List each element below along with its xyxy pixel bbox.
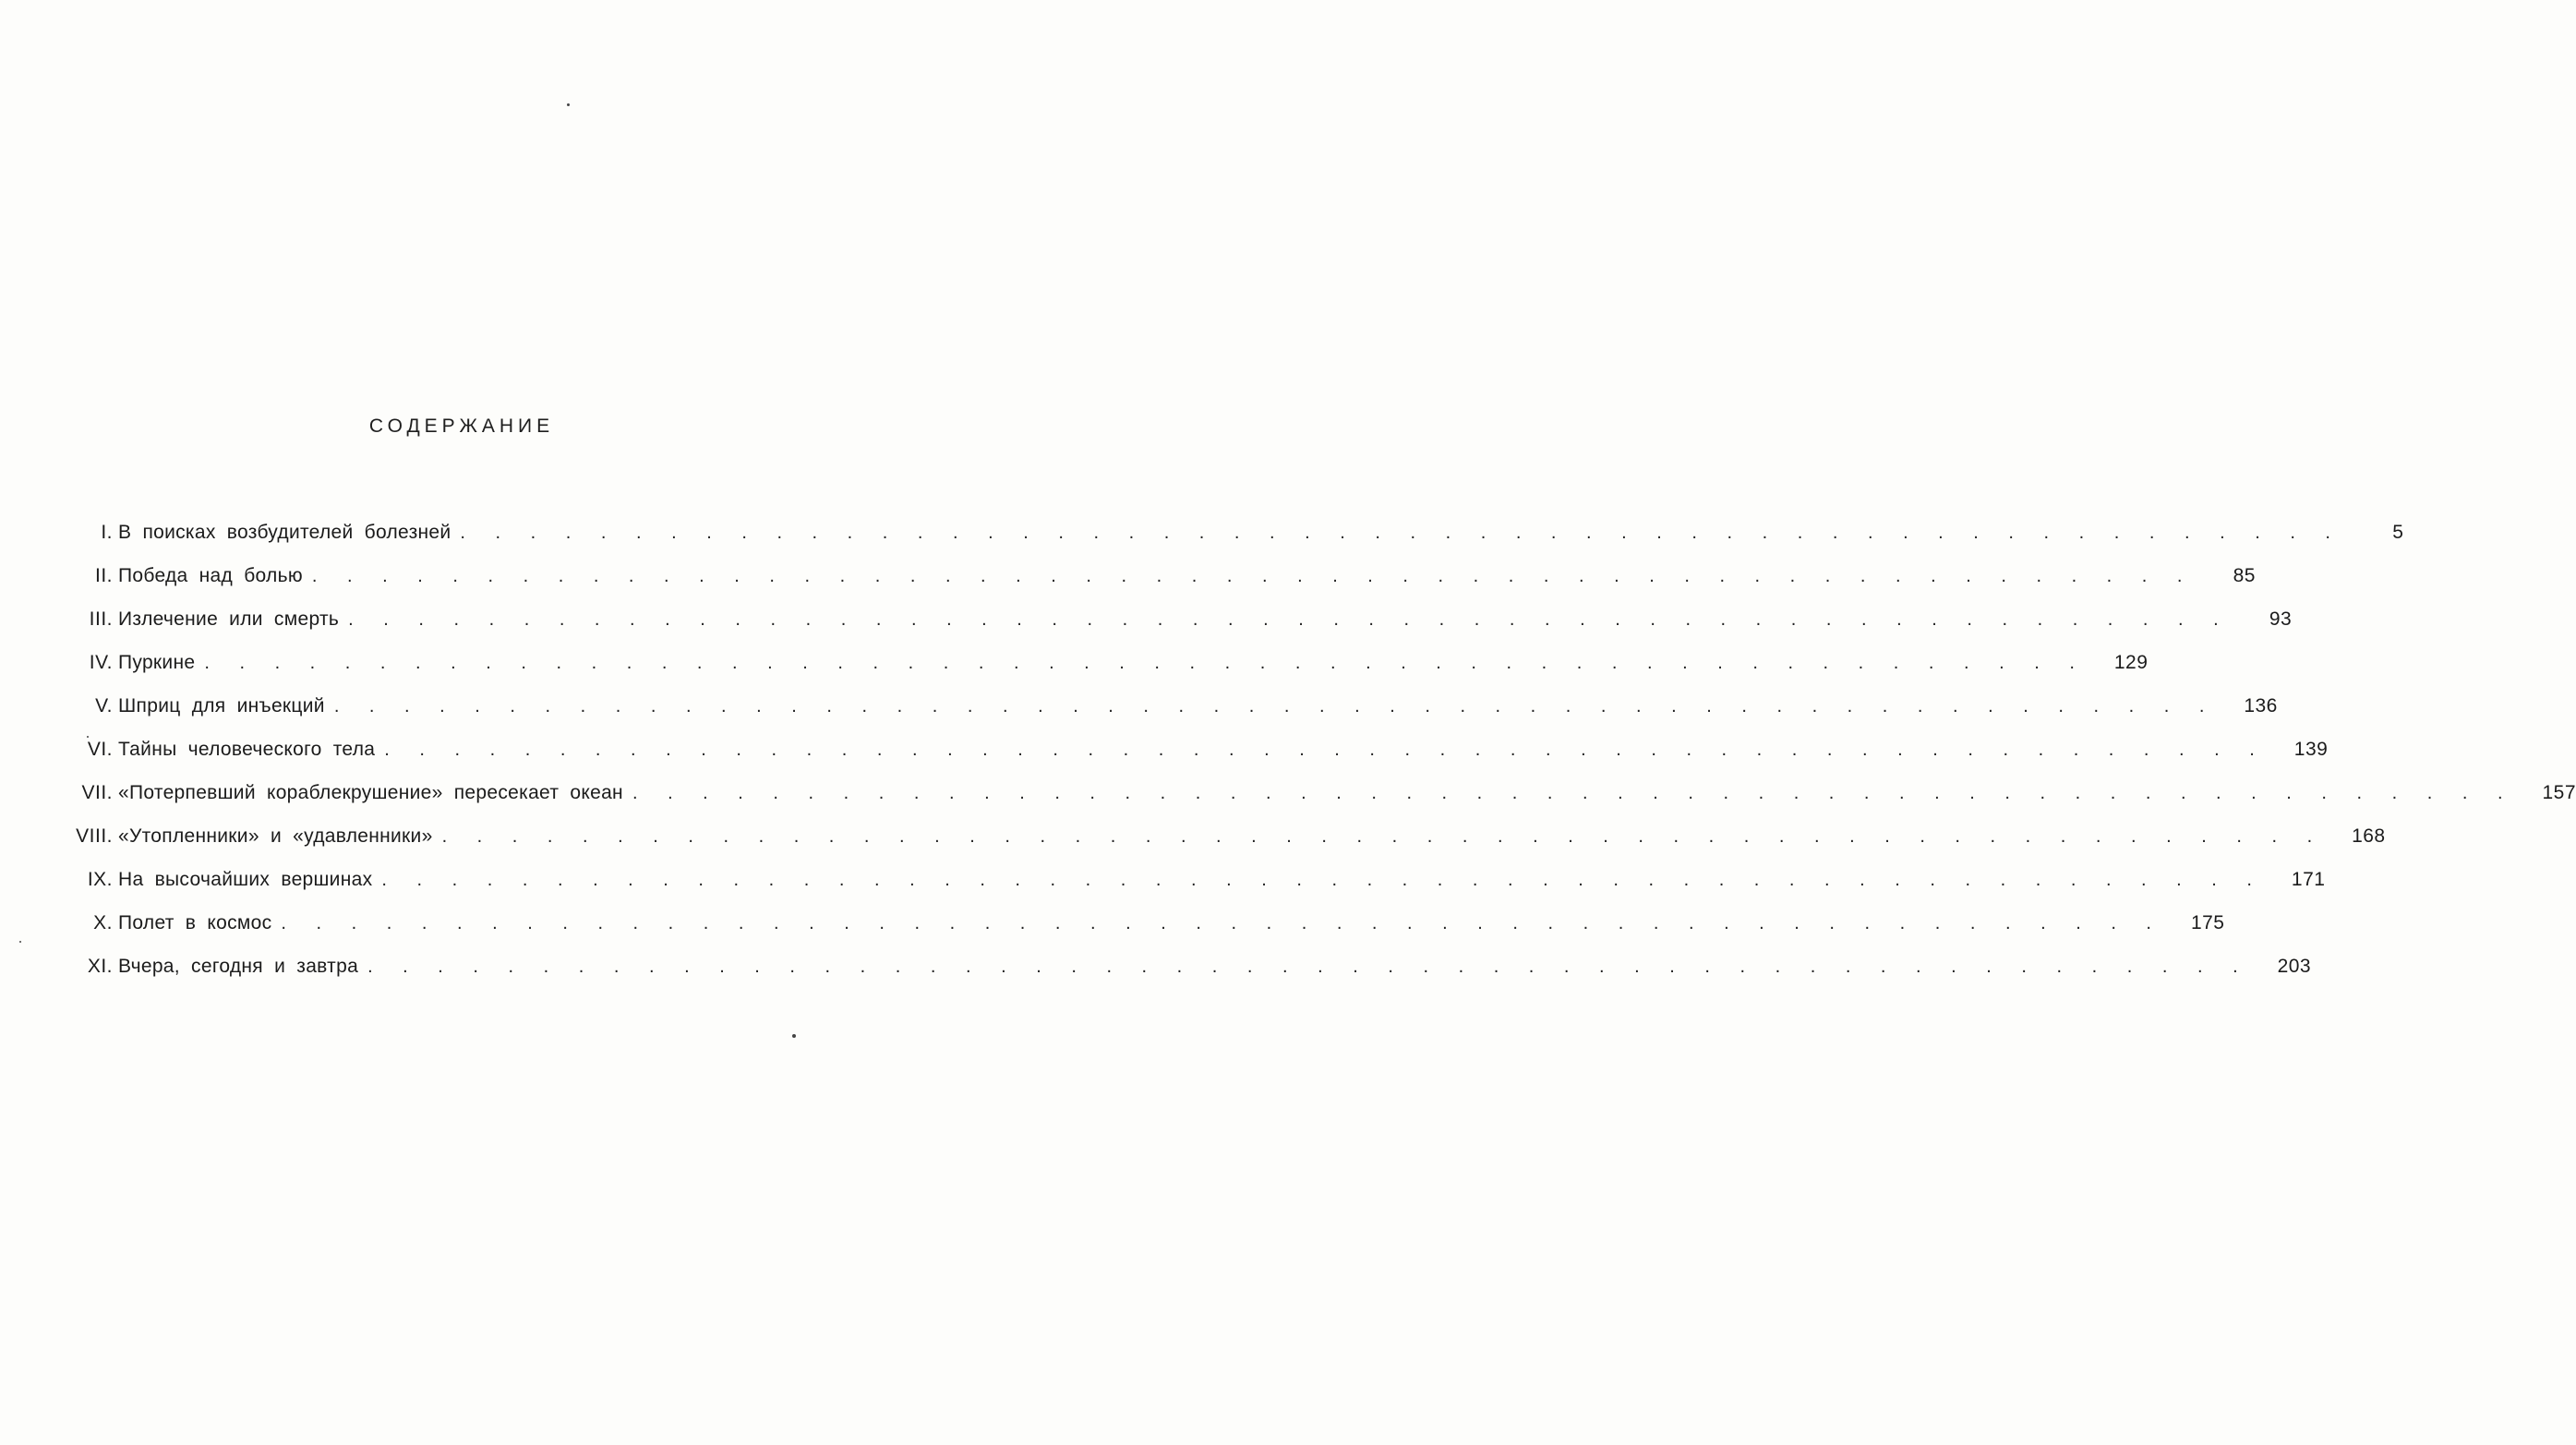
toc-entry [37,956,2312,999]
page-number: 5 [2392,522,2404,543]
chapter-title: Пуркине [118,652,196,673]
chapter-number: IV. [89,652,113,673]
page-number: 93 [2269,608,2293,630]
dot-leader: . . . . . . . . . . . . . . . . . . . . . . . . . . . . . . . . . . . . . . . . . . . . . . . . . . . . . . [348,609,2232,630]
chapter-title: «Утопленники» и «удавленники» [118,825,433,847]
chapter-number: I. [101,522,113,543]
page-number: 171 [2291,869,2326,890]
chapter-number: VII. [81,782,113,803]
toc-entry [37,825,2386,869]
page-number: 85 [2233,565,2256,586]
table-of-contents [37,522,2576,999]
chapter-title: Победа над болью [118,565,303,586]
chapter-title: В поисках возбудителей болезней [118,522,451,543]
toc-entry [37,522,2404,565]
toc-entry [37,869,2326,912]
dot-leader: . . . . . . . . . . . . . . . . . . . . . . . . . . . . . . . . . . . . . . . . . . . . . . . . . . . . . . [384,740,2268,760]
chapter-number: XI. [87,956,113,977]
chapter-number: VI. [87,739,113,760]
page-number: 139 [2293,739,2329,760]
chapter-title: Шприц для инъекций [118,695,325,716]
chapter-number: III. [89,608,113,630]
print-speck [19,941,21,943]
chapter-title: Вчера, сегодня и завтра [118,956,359,977]
chapter-title: На высочайших вершинах [118,869,373,890]
page-number: 129 [2113,652,2149,673]
chapter-title: Полет в космос [118,912,272,933]
toc-entry [37,565,2256,608]
page-number: 136 [2244,695,2278,716]
dot-leader: . . . . . . . . . . . . . . . . . . . . . . . . . . . . . . . . . . . . . . . . . . . . . . . . . . . . . . [311,566,2195,586]
dot-leader: . . . . . . . . . . . . . . . . . . . . . . . . . . . . . . . . . . . . . . . . . . . . . . . . . . . . . . [204,653,2088,673]
toc-entry [37,608,2293,652]
toc-entry [37,695,2278,739]
chapter-title: «Потерпевший кораблекрушение» пересекает океан [118,782,623,803]
chapter-number: II. [94,565,113,586]
chapter-number: VIII. [76,825,113,847]
page-number: 175 [2190,912,2225,933]
toc-entry [37,652,2149,695]
page-number: 157 [2542,782,2576,803]
chapter-title: Излечение или смерть [118,608,340,630]
chapter-number: X. [93,912,113,933]
chapter-title: Тайны человеческого тела [118,739,376,760]
dot-leader: . . . . . . . . . . . . . . . . . . . . . . . . . . . . . . . . . . . . . . . . . . . . . . . . . . . . . . [460,523,2343,543]
chapter-number: V. [95,695,113,716]
page-number: 168 [2352,825,2386,847]
chapter-number: IX. [87,869,113,890]
dot-leader: . . . . . . . . . . . . . . . . . . . . . . . . . . . . . . . . . . . . . . . . . . . . . . . . . . . . . . [333,696,2217,716]
dot-leader: . . . . . . . . . . . . . . . . . . . . . . . . . . . . . . . . . . . . . . . . . . . . . . . . . . . . . . [632,783,2516,803]
dot-leader: . . . . . . . . . . . . . . . . . . . . . . . . . . . . . . . . . . . . . . . . . . . . . . . . . . . . . . [367,957,2251,977]
print-speck [792,1034,796,1038]
toc-entry [37,912,2225,956]
print-speck [87,736,89,738]
page-number: 203 [2277,956,2312,977]
page-title: СОДЕРЖАНИЕ [368,415,555,437]
toc-entry [37,782,2576,825]
dot-leader: . . . . . . . . . . . . . . . . . . . . . . . . . . . . . . . . . . . . . . . . . . . . . . . . . . . . . . [281,913,2164,933]
dot-leader: . . . . . . . . . . . . . . . . . . . . . . . . . . . . . . . . . . . . . . . . . . . . . . . . . . . . . . [441,826,2325,847]
dot-leader: . . . . . . . . . . . . . . . . . . . . . . . . . . . . . . . . . . . . . . . . . . . . . . . . . . . . . . [381,870,2265,890]
toc-entry [37,739,2329,782]
print-speck [567,103,570,106]
